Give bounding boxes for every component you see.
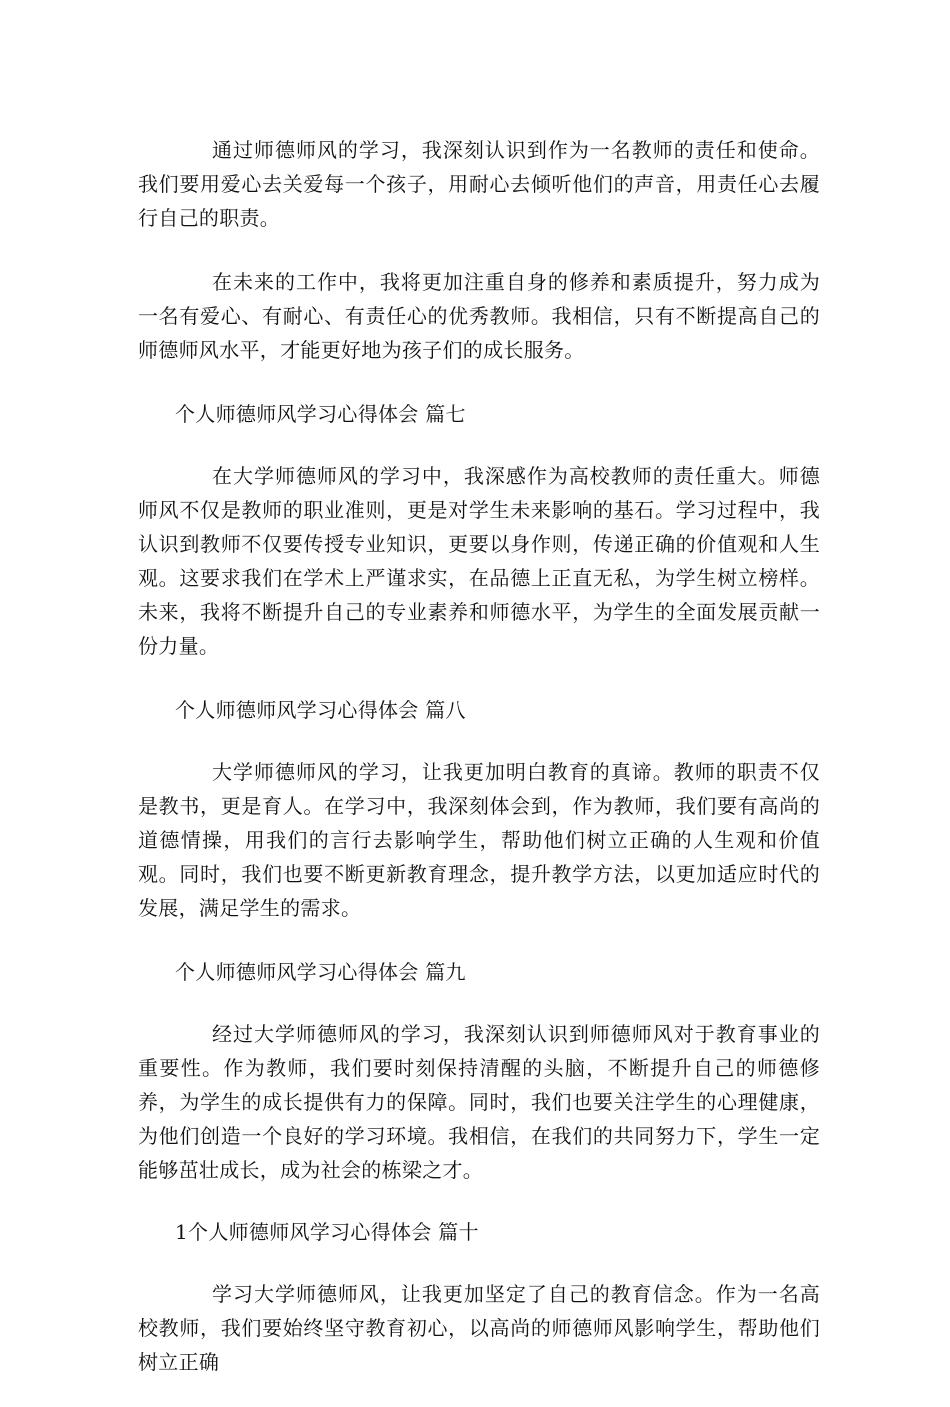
section-heading: 个人师德师风学习心得体会 篇九 bbox=[175, 960, 466, 984]
paragraph: 通过师德师风的学习，我深刻认识到作为一名教师的责任和使命。我们要用爱心去关爱每一个孩子，用耐心去倾听他们的声音，用责任心去履行自己的职责。 bbox=[138, 138, 820, 230]
section-heading: 1个人师德师风学习心得体会 篇十 bbox=[175, 1220, 479, 1244]
section-heading: 个人师德师风学习心得体会 篇八 bbox=[175, 698, 466, 722]
section-heading: 个人师德师风学习心得体会 篇七 bbox=[175, 402, 466, 426]
paragraph: 大学师德师风的学习，让我更加明白教育的真谛。教师的职责不仅是教书，更是育人。在学习中，我深刻体会到，作为教师，我们要有高尚的道德情操，用我们的言行去影响学生，帮助他们树立正确的人生观和价值观。同时，我们也要不断更新教育理念，提升教学方法，以更加适应时代的发展，满足学生的需求。 bbox=[138, 760, 820, 920]
paragraph: 在大学师德师风的学习中，我深感作为高校教师的责任重大。师德师风不仅是教师的职业准则，更是对学生未来影响的基石。学习过程中，我认识到教师不仅要传授专业知识，更要以身作则，传递正确的价值观和人生观。这要求我们在学术上严谨求实，在品德上正直无私，为学生树立榜样。未来，我将不断提升自己的专业素养和师德水平，为学生的全面发展贡献一份力量。 bbox=[138, 464, 820, 658]
paragraph: 在未来的工作中，我将更加注重自身的修养和素质提升，努力成为一名有爱心、有耐心、有责任心的优秀教师。我相信，只有不断提高自己的师德师风水平，才能更好地为孩子们的成长服务。 bbox=[138, 270, 820, 362]
paragraph: 经过大学师德师风的学习，我深刻认识到师德师风对于教育事业的重要性。作为教师，我们要时刻保持清醒的头脑，不断提升自己的师德修养，为学生的成长提供有力的保障。同时，我们也要关注学生的心理健康，为他们创造一个良好的学习环境。我相信，在我们的共同努力下，学生一定能够茁壮成长，成为社会的栋梁之才。 bbox=[138, 1022, 820, 1182]
document-body bbox=[138, 133, 820, 1407]
paragraph: 学习大学师德师风，让我更加坚定了自己的教育信念。作为一名高校教师，我们要始终坚守教育初心，以高尚的师德师风影响学生，帮助他们树立正确 bbox=[138, 1282, 820, 1374]
